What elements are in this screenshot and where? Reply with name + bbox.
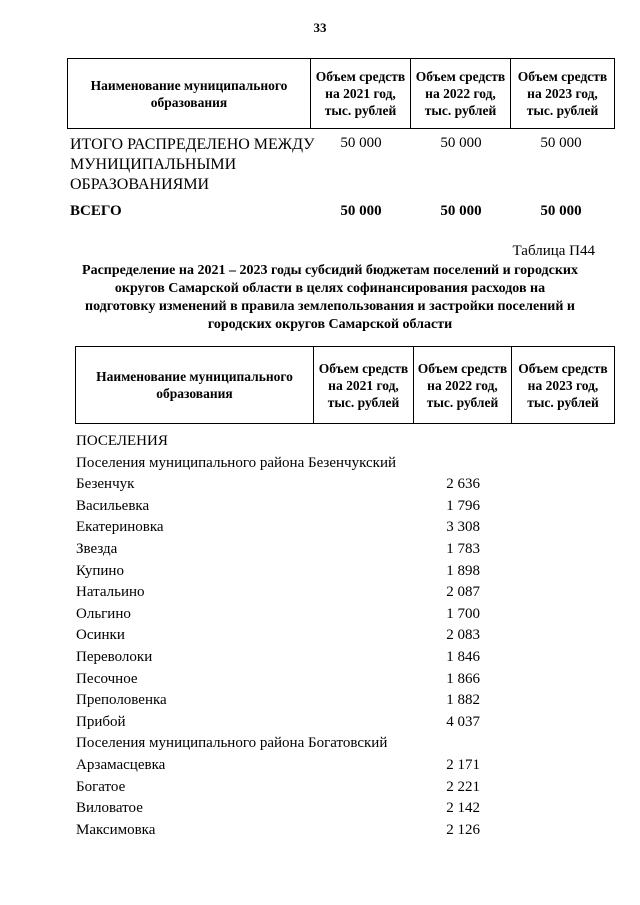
row-value-2021: 4 037 [446, 713, 480, 730]
row-name: Прибой [76, 713, 126, 730]
table-row [0, 604, 640, 626]
row-value-2021: 2 087 [446, 584, 480, 601]
row-name: Арзамасцевка [76, 756, 166, 773]
table-row [0, 647, 640, 669]
table-row [0, 712, 640, 734]
table-row [0, 820, 640, 842]
table2-header-2021: Объем средств на 2021 год, тыс. рублей [314, 347, 414, 424]
row-name: Богатое [76, 778, 126, 795]
row-value-2021: 2 636 [446, 476, 480, 493]
table-row [0, 431, 640, 453]
row-name: Осинки [76, 627, 125, 644]
table-row [0, 582, 640, 604]
row-value-2021: 2 221 [446, 778, 480, 795]
table1-header-2022: Объем средств на 2022 год, тыс. рублей [411, 59, 511, 129]
table-row [0, 517, 640, 539]
table1-header-name: Наименование муниципального образования [68, 59, 311, 129]
table1-header-2023: Объем средств на 2023 год, тыс. рублей [511, 59, 615, 129]
row-value-2021: 3 308 [446, 519, 480, 536]
table-row [0, 733, 640, 755]
row-value-2021: 2 083 [446, 627, 480, 644]
table1-header-2021: Объем средств на 2021 год, тыс. рублей [311, 59, 411, 129]
table2-header-2022: Объем средств на 2022 год, тыс. рублей [414, 347, 512, 424]
table-row [0, 561, 640, 583]
table2-header-name: Наименование муниципального образования [76, 347, 314, 424]
row-name: Натальино [76, 584, 145, 601]
row-name: Максимовка [76, 821, 156, 838]
table-row [0, 625, 640, 647]
row-name: Поселения муниципального района Безенчукский [76, 454, 396, 471]
table-title: Распределение на 2021 – 2023 годы субсидий бюджетам поселений и городских округов Самарской области в целях софинансирования расходов на подготовку изменений в правила землепользования и застройки поселений и городских округов Самарской области [82, 263, 578, 332]
row-value-2021: 2 126 [446, 821, 480, 838]
settlement-list [0, 431, 640, 841]
row-name: Купино [76, 562, 124, 579]
row-name: Поселения муниципального района Богатовский [76, 735, 388, 752]
table-row [0, 539, 640, 561]
row-name: Песочное [76, 670, 138, 687]
row-name: Звезда [76, 540, 118, 557]
table-row [0, 798, 640, 820]
row-name: Преполовенка [76, 692, 167, 709]
row-value-2021: 1 846 [446, 648, 480, 665]
table-row [0, 669, 640, 691]
subtotal-2022: 50 000 [440, 135, 482, 151]
table2-header-2023: Объем средств на 2023 год, тыс. рублей [512, 347, 615, 424]
row-name: ПОСЕЛЕНИЯ [76, 433, 168, 449]
subtotal-2023: 50 000 [540, 135, 582, 151]
row-value-2021: 2 171 [446, 756, 480, 773]
row-value-2021: 1 700 [446, 605, 480, 622]
row-value-2021: 1 866 [446, 670, 480, 687]
total-2021: 50 000 [340, 203, 382, 219]
table2-header [75, 346, 615, 424]
row-value-2021: 2 142 [446, 800, 480, 817]
row-value-2021: 1 796 [446, 497, 480, 514]
table-row [0, 690, 640, 712]
row-name: Екатериновка [76, 519, 164, 536]
table-row [0, 777, 640, 799]
row-name: Ольгино [76, 605, 131, 622]
row-value-2021: 1 898 [446, 562, 480, 579]
total-label: ВСЕГО [70, 203, 122, 219]
table-label: Таблица П44 [512, 243, 595, 259]
table-row [0, 453, 640, 475]
row-name: Васильевка [76, 497, 150, 514]
total-2022: 50 000 [440, 203, 482, 219]
table-row [0, 474, 640, 496]
row-value-2021: 1 882 [446, 692, 480, 709]
subtotal-2021: 50 000 [340, 135, 382, 151]
row-name: Переволоки [76, 648, 153, 665]
page-number: 33 [313, 20, 327, 35]
table-row [0, 496, 640, 518]
row-name: Виловатое [76, 800, 143, 817]
row-value-2021: 1 783 [446, 540, 480, 557]
row-name: Безенчук [76, 476, 135, 493]
subtotal-label: ИТОГО РАСПРЕДЕЛЕНО МЕЖДУ МУНИЦИПАЛЬНЫМИ ОБРАЗОВАНИЯМИ [70, 136, 315, 193]
table1-header [67, 58, 615, 129]
table-row [0, 755, 640, 777]
total-2023: 50 000 [540, 203, 582, 219]
